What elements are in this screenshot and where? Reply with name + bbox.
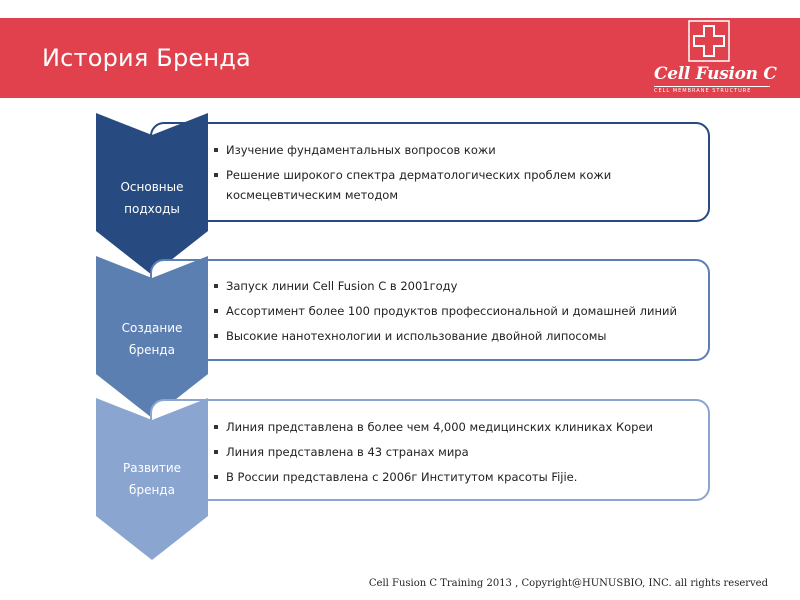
stage-chevron-approaches [96,113,208,275]
list-item: В России представлена с 2006г Институтом красоты Fijie. [214,467,704,487]
stage-label-line1: Основные [120,180,184,194]
stage-chevron-creation [96,256,208,418]
list-item: Линия представлена в более чем 4,000 медицинских клиниках Кореи [214,417,704,437]
stage-label-line2: подходы [124,202,180,216]
list-item: Линия представлена в 43 странах мира [214,442,704,462]
stage-label-line1: Создание [121,321,183,335]
list-item: Ассортимент более 100 продуктов профессиональной и домашней линий [214,301,704,321]
stage-label [96,457,208,501]
cross-logo-icon [688,20,730,62]
copyright-footer: Cell Fusion C Training 2013 , Copyright@HUNUSBIO, INC. all rights reserved [368,578,768,589]
stage-label [96,176,208,220]
stage-chevron-development [96,398,208,560]
stage-label [96,317,208,361]
stage-label-line1: Развитие [122,461,181,475]
stage-label-line2: бренда [129,483,175,497]
list-item: Запуск линии Cell Fusion C в 2001году [214,276,704,296]
list-item: Изучение фундаментальных вопросов кожи [214,140,704,160]
list-item: Решение широкого спектра дерматологических проблем кожи космецевтическим методом [214,165,704,205]
list-item: Высокие нанотехнологии и использование двойной липосомы [214,326,704,346]
bullet-list-creation [214,276,704,351]
bullet-list-approaches [214,140,704,210]
page-title: История Бренда [42,44,251,72]
logo-name: Cell Fusion C [654,64,777,84]
logo-tagline: CELL MEMBRANE STRUCTURE [654,88,752,94]
logo-divider [654,86,770,87]
brand-logo [640,18,790,98]
bullet-list-development [214,417,704,492]
stage-label-line2: бренда [129,343,175,357]
